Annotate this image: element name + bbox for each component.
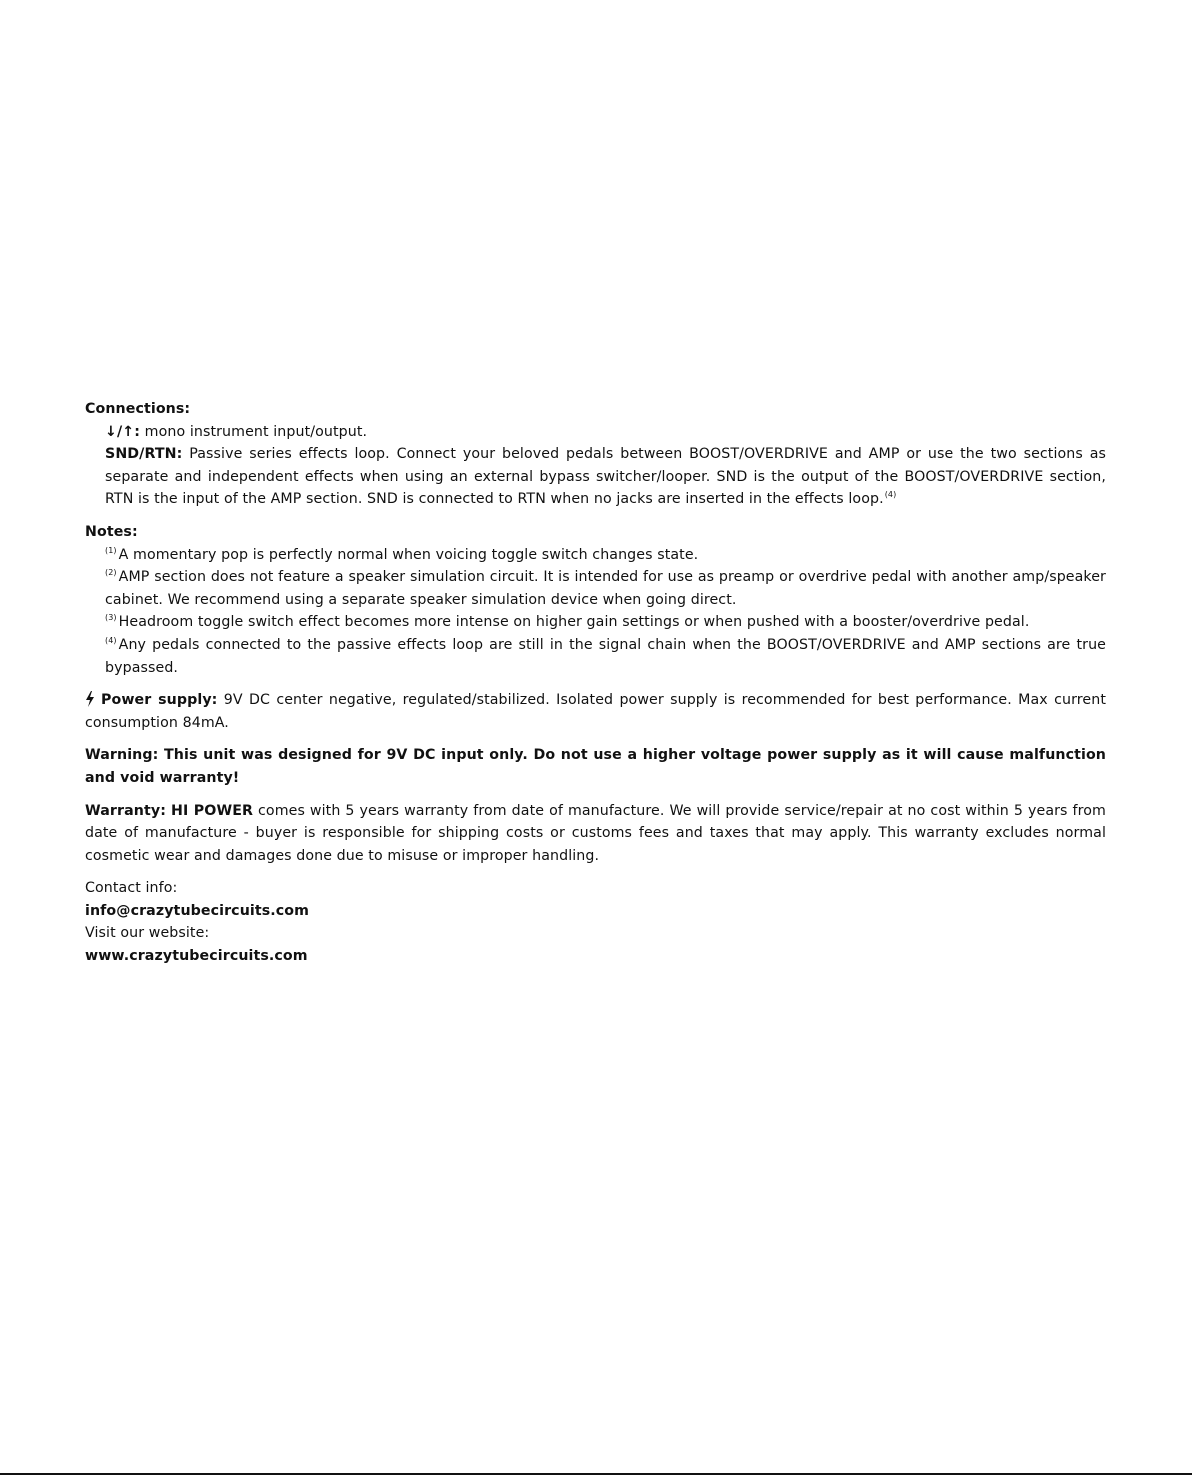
notes-heading: Notes: <box>85 523 138 540</box>
notes-section <box>85 521 1106 679</box>
note-ref: (1) <box>105 545 117 555</box>
power-supply-text: 9V DC center negative, regulated/stabilized. Isolated power supply is recommended for best performance. Max current consumption 84mA. <box>85 692 1106 731</box>
website-label: Visit our website: <box>85 925 210 942</box>
note-text: Any pedals connected to the passive effects loop are still in the signal chain when the BOOST/OVERDRIVE and AMP sections are true bypassed. <box>105 636 1106 676</box>
io-label: ↓/↑: <box>105 423 141 440</box>
power-supply-label: Power supply: <box>101 692 218 709</box>
contact-section <box>85 877 1106 967</box>
warning-paragraph: Warning: This unit was designed for 9V DC input only. Do not use a higher voltage power supply as it will cause malfunction and void warranty! <box>85 747 1106 786</box>
note-text: Headroom toggle switch effect becomes more intense on higher gain settings or when pushed with a booster/overdrive pedal. <box>118 614 1030 631</box>
warranty-paragraph <box>85 800 1106 868</box>
contact-label: Contact info: <box>85 880 178 897</box>
io-connection-item <box>85 421 1106 444</box>
manual-page-content <box>85 398 1106 968</box>
connections-section <box>85 398 1106 511</box>
io-description: mono instrument input/output. <box>144 423 368 440</box>
note-text: AMP section does not feature a speaker simulation circuit. It is intended for use as preamp or overdrive pedal with another amp/speaker cabinet. We recommend using a separate speaker simulation device when going direct. <box>105 569 1106 608</box>
note-ref: (3) <box>105 613 117 623</box>
warranty-text: comes with 5 years warranty from date of manufacture. We will provide service/repair at no cost within 5 years from date of manufacture - buyer is responsible for shipping costs or customs fees and taxes that may apply. This warranty excludes normal cosmetic wear and damages done due to misuse or improper handling. <box>85 802 1106 864</box>
note-text: A momentary pop is perfectly normal when voicing toggle switch changes state. <box>118 546 699 563</box>
power-supply-paragraph <box>85 689 1106 734</box>
note-item <box>85 634 1106 679</box>
website-link[interactable]: www.crazytubecircuits.com <box>85 948 308 965</box>
connections-heading: Connections: <box>85 401 191 417</box>
product-name: HI POWER <box>171 802 254 819</box>
snd-rtn-connection-item <box>85 443 1106 511</box>
lightning-bolt-icon <box>85 691 95 707</box>
note-item <box>85 544 1106 567</box>
snd-rtn-label: SND/RTN: <box>105 446 183 463</box>
contact-email[interactable]: info@crazytubecircuits.com <box>85 902 310 919</box>
snd-rtn-footnote-ref: (4) <box>884 490 897 500</box>
note-item <box>85 566 1106 611</box>
warranty-label: Warranty: <box>85 802 166 819</box>
note-ref: (2) <box>105 568 117 578</box>
snd-rtn-description: Passive series effects loop. Connect your beloved pedals between BOOST/OVERDRIVE and AMP or use the two sections as separate and independent effects when using an external bypass switcher/looper. SND is the output of the BOOST/OVERDRIVE section, RTN is the input of the AMP section. SND is connected to RTN when no jacks are inserted in the effects loop. <box>105 446 1106 508</box>
note-ref: (4) <box>105 635 117 645</box>
note-item <box>85 611 1106 634</box>
